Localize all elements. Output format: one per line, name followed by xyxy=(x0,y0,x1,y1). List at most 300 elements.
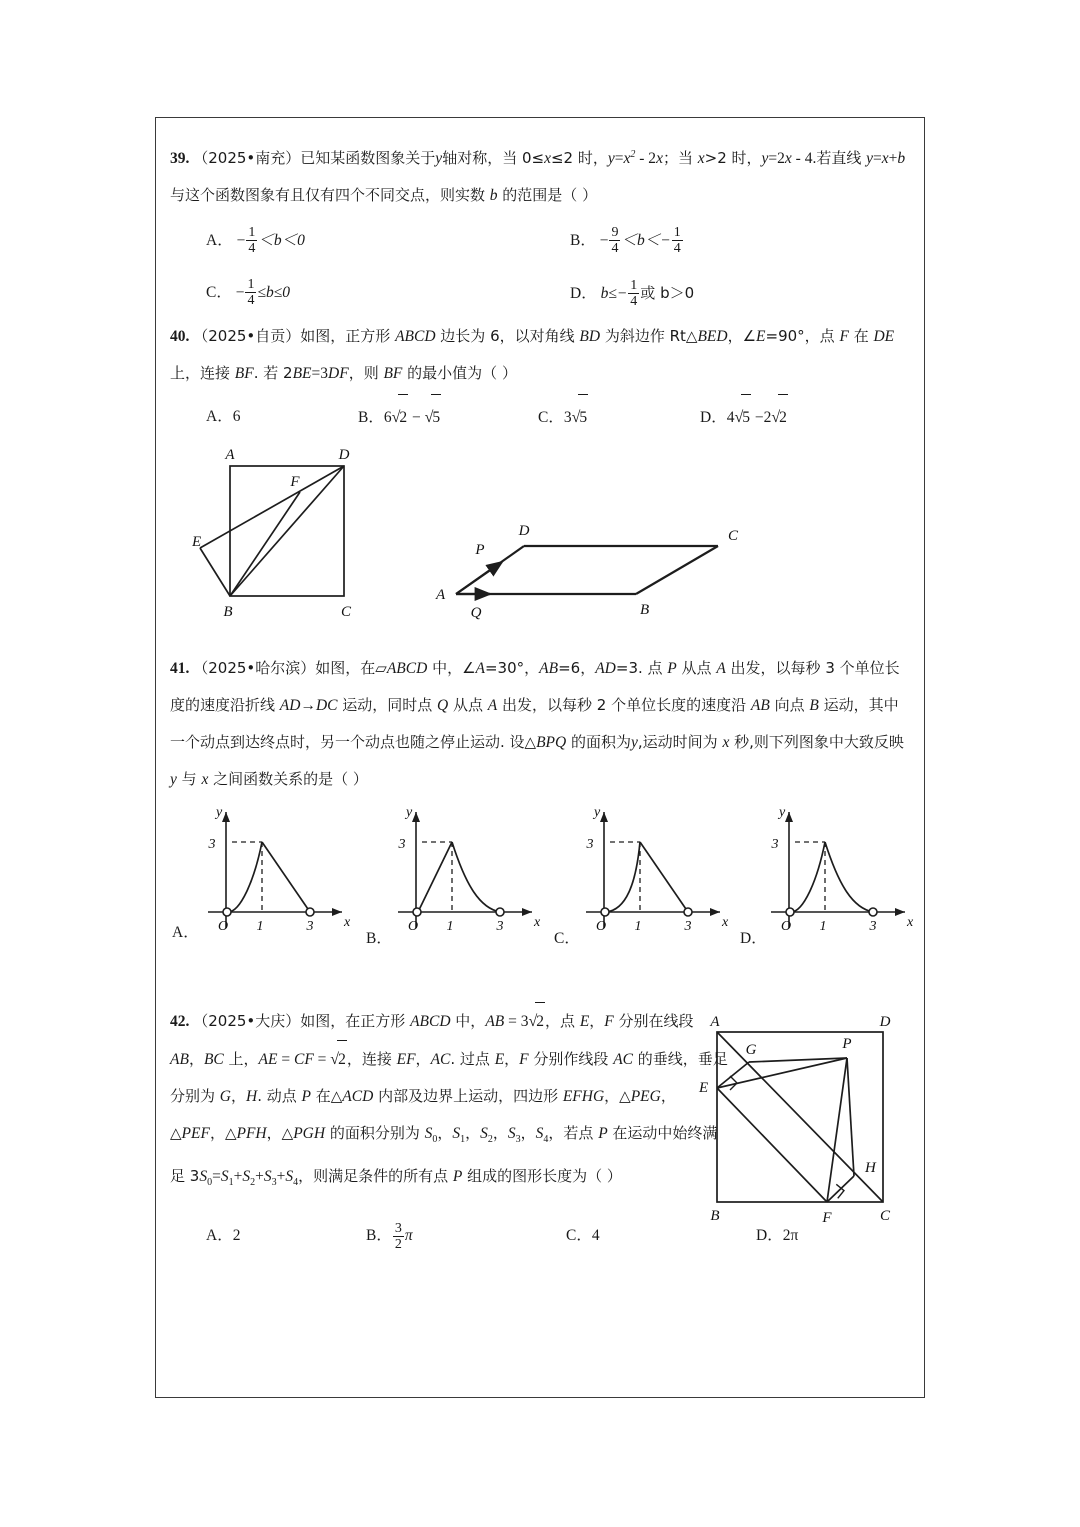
fig40b-label-Q: Q xyxy=(470,605,482,622)
graph-D-ytick-3: 3 xyxy=(771,837,779,853)
q40-var-BF: BF xyxy=(234,365,254,383)
q39-option-C[interactable] xyxy=(206,270,290,316)
fig40a-label-D: D xyxy=(338,447,350,464)
graph-B-xtick-1: 1 xyxy=(446,919,454,935)
graph-A-xtick-3: 3 xyxy=(306,919,314,935)
q41-var-y-2: y xyxy=(170,771,177,789)
graph-D-rise-curve xyxy=(791,842,825,912)
q42-text-2: 中， xyxy=(450,1012,486,1031)
q41-text-7: 出发，以每秒 3 个单位长度的速度沿折线 xyxy=(170,659,900,715)
graph-A-rise-curve xyxy=(228,842,262,912)
fig40a-label-F: F xyxy=(290,474,300,491)
graph-C-open-point-origin xyxy=(601,908,609,916)
graph-B-ytick-3: 3 xyxy=(398,837,406,853)
q42-option-B-denominator: 2 xyxy=(394,1236,402,1252)
q39-option-B[interactable] xyxy=(570,218,684,264)
q42-text-1: 如图，在正方形 xyxy=(300,1012,411,1031)
q39-text-6: 若直线 xyxy=(816,149,867,168)
q42-option-A[interactable] xyxy=(206,1213,240,1259)
q42-plus-1: + xyxy=(233,1168,243,1186)
q42-text-31: 在运动中始终满足 3 xyxy=(170,1124,718,1186)
q39-option-B-numerator-1: 9 xyxy=(611,225,619,241)
q42-text-15: 分别作线段 xyxy=(528,1050,614,1069)
q42-var-PGH: PGH xyxy=(293,1125,326,1143)
q40-option-B-radicand-2: 5 xyxy=(431,394,441,441)
q39-option-A[interactable] xyxy=(206,218,305,264)
q42-option-C[interactable] xyxy=(566,1213,600,1259)
graph-D-fall-curve xyxy=(825,842,873,912)
question-41-source: （2025•哈尔滨） xyxy=(193,659,316,678)
q41-text-8: 运动，同时点 xyxy=(337,696,438,715)
graph-C-xlabel: x xyxy=(722,915,729,931)
q42-text-8: 上， xyxy=(223,1050,259,1069)
q39-option-D-numerator: 1 xyxy=(630,278,638,294)
q42-text-16: 的垂线，垂足分别为 xyxy=(170,1050,728,1106)
q40-var-DF: DF xyxy=(328,365,349,383)
fig42-label-F: F xyxy=(822,1210,832,1226)
graph-C-ytick-3: 3 xyxy=(586,837,594,853)
q39-eq1-x: x xyxy=(623,150,631,168)
q42-text-23: ，△ xyxy=(209,1124,237,1143)
fig40a-label-C: C xyxy=(340,604,352,621)
q40-text-11: 的最小值为（ ） xyxy=(402,364,517,383)
q42-var-S3-b: S xyxy=(263,1168,272,1186)
q41-var-AD-2: AD xyxy=(279,697,301,715)
graph-A-fall-line xyxy=(262,842,310,912)
q42-var-AC: AC xyxy=(430,1051,451,1069)
q39-eq1-tail: - 2 xyxy=(635,150,657,168)
q42-text-20: 内部及边界上运动，四边形 xyxy=(373,1087,563,1106)
q42-var-E: E xyxy=(579,1013,590,1031)
graph-B-open-point-origin xyxy=(413,908,421,916)
q41-var-DC: DC xyxy=(315,697,338,715)
q41-text-17: 之间函数关系的是（ ） xyxy=(208,770,368,789)
q40-option-A-value: 6 xyxy=(232,408,241,426)
graph-C-origin: O xyxy=(596,919,607,935)
q42-radical-2: √2 xyxy=(330,1040,347,1078)
q42-var-S3: S xyxy=(507,1125,516,1143)
graph-D-origin: O xyxy=(781,919,792,935)
fig40a-label-A: A xyxy=(225,447,235,464)
fig42-label-B: B xyxy=(710,1208,720,1225)
q42-var-EF: EF xyxy=(396,1051,416,1069)
question-39-options xyxy=(170,218,908,314)
q41-var-Q: Q xyxy=(437,697,449,715)
q40-text-7: 上，连接 xyxy=(170,364,235,383)
q40-option-B-mid: − xyxy=(408,409,425,427)
q42-var-S0-b: S xyxy=(199,1168,208,1186)
q42-var-S1: S xyxy=(452,1125,461,1143)
q41-text-2: 中，∠ xyxy=(427,659,476,678)
question-42 xyxy=(170,1002,908,1226)
q42-text-11: ，连接 xyxy=(346,1050,397,1069)
fig40b-label-A: A xyxy=(436,587,446,604)
graph-option-B-label[interactable]: B． xyxy=(366,930,392,948)
q42-var-BC: BC xyxy=(203,1051,224,1069)
q41-var-BPQ: BPQ xyxy=(536,734,567,752)
graph-D-xtick-1: 1 xyxy=(819,919,827,935)
q39-text-2: 轴对称，当 0≤ xyxy=(442,149,545,168)
graph-C-open-point-end xyxy=(684,908,692,916)
q39-eq3-eq: = xyxy=(873,150,882,168)
q40-option-C-label: C． xyxy=(538,409,564,427)
q41-text-4: =6， xyxy=(558,659,596,678)
q42-text-6: 分别在线段 xyxy=(613,1012,694,1031)
question-42-source: （2025•大庆） xyxy=(193,1012,301,1031)
fig42-label-G: G xyxy=(745,1042,757,1059)
graph-option-C-label[interactable]: C． xyxy=(554,930,580,948)
q42-var-S2-b: S xyxy=(242,1168,251,1186)
q39-option-B-label: B． xyxy=(570,232,596,250)
q40-option-D[interactable] xyxy=(700,394,788,441)
q40-text-5: =90°，点 xyxy=(765,327,840,346)
q39-text-8: 的范围是（ ） xyxy=(497,186,598,205)
question-39-number: 39. xyxy=(170,150,190,168)
graph-A-open-point-origin xyxy=(223,908,231,916)
fig42-label-A: A xyxy=(710,1014,720,1031)
q42-option-C-label: C． xyxy=(566,1227,592,1245)
q42-text-30: ，若点 xyxy=(548,1124,599,1143)
q39-option-C-tail: ≤b≤0 xyxy=(257,284,290,302)
q42-var-EFHG: EFHG xyxy=(562,1088,605,1106)
q42-text-12: ， xyxy=(415,1050,431,1069)
q41-text-1: 如图，在▱ xyxy=(315,659,387,678)
graph-A-ylabel: y xyxy=(216,805,223,821)
q42-sub-S2: 2 xyxy=(487,1134,493,1146)
q41-var-y: y xyxy=(631,734,638,752)
graph-C-fall-line xyxy=(640,842,688,912)
q42-var-S4-b: S xyxy=(285,1168,294,1186)
q39-option-C-numerator: 1 xyxy=(247,277,255,293)
q40-option-C-radical: √5 xyxy=(572,394,589,441)
question-40-options xyxy=(170,394,908,442)
graph-option-A[interactable] xyxy=(192,800,368,940)
question-40-source: （2025•自贡） xyxy=(193,327,301,346)
q39-option-B-numerator-2: 1 xyxy=(673,225,681,241)
q42-var-P-2: P xyxy=(598,1125,608,1143)
fig40b-label-C: C xyxy=(728,528,739,545)
question-40 xyxy=(170,318,908,392)
q42-var-AE: AE xyxy=(258,1051,278,1069)
q40-option-C[interactable] xyxy=(538,394,588,441)
q42-sub-S3-b: 3 xyxy=(271,1177,277,1189)
q41-var-P: P xyxy=(667,660,677,678)
q41-text-14: ,运动时间为 xyxy=(637,733,723,752)
q42-text-27: ， xyxy=(465,1124,481,1143)
q42-var-AB: AB xyxy=(485,1013,505,1031)
fig40b-label-P: P xyxy=(475,542,485,559)
q39-text-1: 已知某函数图象关于 xyxy=(300,149,436,168)
q40-option-A[interactable] xyxy=(206,394,240,440)
q39-var-x2: x xyxy=(697,150,705,168)
q40-option-B-coef: 6 xyxy=(383,409,392,427)
q42-text-3: = 3 xyxy=(504,1013,529,1031)
q42-var-AB-2: AB xyxy=(170,1051,189,1069)
q41-var-B: B xyxy=(809,697,819,715)
q39-var-y: y xyxy=(435,150,443,168)
q41-var-x: x xyxy=(722,734,730,752)
question-40-number: 40. xyxy=(170,328,190,346)
q41-text-11: 向点 xyxy=(769,696,810,715)
q42-var-ACD: ACD xyxy=(342,1088,374,1106)
figure-square-ABCD-right-triangle-BED xyxy=(192,444,392,644)
graph-B-xtick-3: 3 xyxy=(496,919,504,935)
question-42-number: 42. xyxy=(170,1013,190,1031)
q40-text-1: 如图，正方形 xyxy=(300,327,396,346)
graph-option-B[interactable] xyxy=(382,800,558,940)
q39-var-b: b xyxy=(489,187,498,205)
q39-text-5: >2 时， xyxy=(704,149,762,168)
q40-option-D-coef: 4 xyxy=(726,409,735,427)
q40-var-F: F xyxy=(839,328,849,346)
graph-C-xtick-1: 1 xyxy=(634,919,642,935)
q39-option-A-lead: − xyxy=(236,232,246,250)
q42-text-4: ，点 xyxy=(545,1012,580,1031)
question-39-source: （2025•南充） xyxy=(193,149,301,168)
q42-var-ABCD: ABCD xyxy=(410,1013,451,1031)
q39-eq1-eq: = xyxy=(614,150,624,168)
q41-text-16: 与 xyxy=(176,770,202,789)
q42-text-13: . 过点 xyxy=(450,1050,495,1069)
q40-option-B-label: B． xyxy=(358,409,384,427)
q42-text-21: ，△ xyxy=(604,1087,631,1106)
q39-option-D-tail: 或 b＞0 xyxy=(640,284,695,303)
q41-var-AD: AD xyxy=(595,660,616,678)
q42-option-B-numerator: 3 xyxy=(394,1220,402,1236)
q39-option-B-tail: ＜b＜− xyxy=(621,232,671,250)
q40-var-DE: DE xyxy=(873,328,895,346)
fig40b-label-D: D xyxy=(518,523,530,540)
figure-square-ABCD-perpendiculars-point-P xyxy=(697,1010,912,1225)
figure-parallelogram-ABCD-points-P-Q xyxy=(428,502,758,632)
graph-option-D[interactable] xyxy=(755,800,931,940)
question-41-graph-options xyxy=(170,800,914,960)
q39-option-B-fraction-1 xyxy=(609,225,620,256)
q40-text-6: 在 xyxy=(848,327,874,346)
q39-option-A-denominator: 4 xyxy=(248,241,256,257)
graph-C-xtick-3: 3 xyxy=(684,919,692,935)
q40-var-E: E xyxy=(756,328,766,346)
q42-text-34: 组成的图形长度为（ ） xyxy=(462,1167,622,1186)
fig40a-label-B: B xyxy=(223,604,233,621)
graph-option-A-label[interactable]: A． xyxy=(172,924,199,942)
q42-sub-S4: 4 xyxy=(543,1134,549,1146)
q42-sub-S0-b: 0 xyxy=(207,1177,213,1189)
question-42-stem xyxy=(170,1002,730,1201)
graph-A-ytick-3: 3 xyxy=(208,837,216,853)
q39-option-D-denominator: 4 xyxy=(630,294,638,310)
graph-A-origin: O xyxy=(218,919,229,935)
fig42-label-E: E xyxy=(699,1080,709,1097)
q42-option-C-value: 4 xyxy=(591,1227,600,1245)
graph-option-D-label[interactable]: D． xyxy=(740,930,767,948)
q41-text-15: 秒,则下列图象中大致反映 xyxy=(729,733,904,752)
q39-text-4: ；当 xyxy=(662,149,698,168)
graph-B-rise-line xyxy=(418,842,452,912)
q42-radical-1: √2 xyxy=(529,1002,546,1040)
q42-plus-2: + xyxy=(255,1168,264,1186)
q42-var-CF: CF xyxy=(293,1051,314,1069)
graph-D-xlabel: x xyxy=(907,915,914,931)
q40-option-D-radical-2: √2 xyxy=(771,394,788,441)
q39-option-D[interactable] xyxy=(570,270,694,317)
q40-var-BF-2: BF xyxy=(383,365,403,383)
q41-var-AB: AB xyxy=(539,660,559,678)
q40-var-BED: BED xyxy=(697,328,728,346)
fig42-label-H: H xyxy=(865,1160,876,1177)
q39-eq1-y: y xyxy=(607,150,615,168)
q42-text-18: . 动点 xyxy=(257,1087,302,1106)
q39-option-D-fraction xyxy=(628,278,639,309)
graph-A-xtick-1: 1 xyxy=(256,919,264,935)
q39-eq2-a: =2 xyxy=(768,150,785,168)
q39-eq2-b: - 4. xyxy=(791,150,817,168)
graph-D-xtick-3: 3 xyxy=(869,919,877,935)
q40-text-10: ，则 xyxy=(348,364,384,383)
q42-var-AC-2: AC xyxy=(613,1051,633,1069)
q39-eq3-y: y xyxy=(866,150,874,168)
q39-eq1-x2: x xyxy=(656,150,663,168)
graph-A-open-point-end xyxy=(306,908,314,916)
graph-B-ylabel: y xyxy=(406,805,413,821)
question-41-number: 41. xyxy=(170,660,190,678)
q42-text-22: ，△ xyxy=(170,1087,676,1143)
q42-var-S2: S xyxy=(480,1125,488,1143)
q39-text-7: 与这个函数图象有且仅有四个不同交点，则实数 xyxy=(170,186,490,205)
q41-arrow: → xyxy=(300,697,316,715)
q42-var-E-2: E xyxy=(494,1051,505,1069)
q41-text-6: 从点 xyxy=(676,659,717,678)
q42-text-9: = xyxy=(277,1051,294,1069)
q41-text-9: 从点 xyxy=(448,696,488,715)
fig42-label-C: C xyxy=(879,1208,891,1225)
q42-sub-S1: 1 xyxy=(460,1134,466,1146)
q40-option-D-radicand-1: 5 xyxy=(741,394,751,441)
q40-option-D-label: D． xyxy=(700,409,727,427)
q42-var-PEG: PEG xyxy=(630,1088,661,1106)
q40-option-C-radicand: 5 xyxy=(578,394,588,441)
q42-text-19: 在△ xyxy=(310,1087,343,1106)
fig40b-label-B: B xyxy=(640,602,650,619)
q42-text-28: ， xyxy=(492,1124,508,1143)
q39-eq2-y: y xyxy=(761,150,769,168)
q42-text-10: = xyxy=(313,1051,331,1069)
q42-option-B[interactable] xyxy=(366,1213,413,1259)
q39-option-A-label: A． xyxy=(206,232,233,250)
graph-D-open-point-end xyxy=(869,908,877,916)
question-42-options xyxy=(170,1213,908,1267)
q39-eq3-plus: + xyxy=(888,150,898,168)
q39-option-C-denominator: 4 xyxy=(247,293,255,309)
q42-sub-S3: 3 xyxy=(515,1134,521,1146)
q40-option-B-radical-2: √5 xyxy=(425,394,442,441)
q41-var-A-2: A xyxy=(716,660,726,678)
q42-text-25: 的面积分别为 xyxy=(325,1124,425,1143)
q40-option-A-label: A． xyxy=(206,408,233,426)
graph-B-xlabel: x xyxy=(534,915,541,931)
graph-B-open-point-end xyxy=(496,908,504,916)
q40-option-D-radical-1: √5 xyxy=(734,394,751,441)
q42-option-B-fraction xyxy=(393,1221,404,1252)
q41-var-ABCD: ABCD xyxy=(386,660,428,678)
q41-text-12: 运动，其中一个动点到达终点时，另一个动点也随之停止运动. 设△ xyxy=(170,696,899,752)
q42-sub-S1-b: 1 xyxy=(228,1177,234,1189)
q42-text-26: ， xyxy=(437,1124,453,1143)
q41-text-13: 的面积为 xyxy=(566,733,631,752)
q39-option-D-lead: b≤− xyxy=(600,285,628,303)
q39-option-B-fraction-2 xyxy=(672,225,683,256)
q42-text-17: ， xyxy=(230,1087,246,1106)
q39-option-B-denominator-2: 4 xyxy=(673,241,681,257)
fig40a-label-E: E xyxy=(192,534,202,551)
q42-var-S1-b: S xyxy=(220,1168,229,1186)
q42-sub-S2-b: 2 xyxy=(250,1177,256,1189)
question-41 xyxy=(170,650,908,798)
graph-C-rise-curve xyxy=(606,842,640,912)
q40-option-B[interactable] xyxy=(358,394,441,441)
q42-option-B-tail: π xyxy=(404,1227,413,1245)
q42-sub-S4-b: 4 xyxy=(293,1177,299,1189)
q42-option-D-label: D． xyxy=(756,1227,783,1245)
q39-option-B-lead: − xyxy=(599,232,609,250)
q42-var-S0: S xyxy=(424,1125,433,1143)
q39-option-A-numerator: 1 xyxy=(248,225,256,241)
q41-text-3: =30°， xyxy=(484,659,540,678)
q39-option-C-label: C． xyxy=(206,284,232,302)
q41-text-10: 出发，以每秒 2 个单位长度的速度沿 xyxy=(497,696,751,715)
q40-option-C-coef: 3 xyxy=(563,409,572,427)
q42-var-P-3: P xyxy=(452,1168,463,1186)
graph-B-origin: O xyxy=(408,919,419,935)
q39-eq2-x: x xyxy=(784,150,792,168)
graph-A-xlabel: x xyxy=(344,915,351,931)
q42-text-24: ，△ xyxy=(266,1124,294,1143)
q42-var-PFH: PFH xyxy=(236,1125,267,1143)
graph-C-ylabel: y xyxy=(594,805,601,821)
graph-D-ylabel: y xyxy=(779,805,786,821)
q42-var-F: F xyxy=(604,1013,614,1031)
fig42-label-P: P xyxy=(842,1036,852,1053)
q39-option-A-tail: ＜b＜0 xyxy=(258,232,305,250)
q40-text-3: 为斜边作 Rt△ xyxy=(600,327,698,346)
q42-plus-3: + xyxy=(276,1168,286,1186)
q42-text-33: ，则满足条件的所有点 xyxy=(298,1167,453,1186)
q42-option-D-value: 2π xyxy=(782,1227,799,1245)
question-40-figures xyxy=(170,444,908,644)
q42-radicand-2: 2 xyxy=(337,1040,347,1078)
q42-text-32: = xyxy=(212,1168,221,1186)
q42-option-A-label: A． xyxy=(206,1227,233,1245)
question-39 xyxy=(170,136,908,214)
q40-option-D-mid: −2 xyxy=(750,409,772,427)
q40-option-D-radicand-2: 2 xyxy=(778,394,788,441)
q42-text-29: ， xyxy=(520,1124,536,1143)
fig42-label-D: D xyxy=(879,1014,891,1031)
q39-option-A-fraction xyxy=(246,225,257,256)
graph-option-C[interactable] xyxy=(570,800,746,940)
q42-text-14: ， xyxy=(504,1050,520,1069)
q42-text-5: ， xyxy=(589,1012,605,1031)
q42-option-D[interactable] xyxy=(756,1213,798,1259)
q42-var-F-2: F xyxy=(519,1051,529,1069)
q40-var-BD: BD xyxy=(579,328,601,346)
q40-option-B-radicand-1: 2 xyxy=(398,394,408,441)
q39-option-B-denominator-1: 4 xyxy=(611,241,619,257)
q42-var-P: P xyxy=(301,1088,311,1106)
q39-eq3-b: b xyxy=(897,150,906,168)
q42-sub-S0: 0 xyxy=(432,1134,438,1146)
q39-option-C-fraction xyxy=(245,277,256,308)
